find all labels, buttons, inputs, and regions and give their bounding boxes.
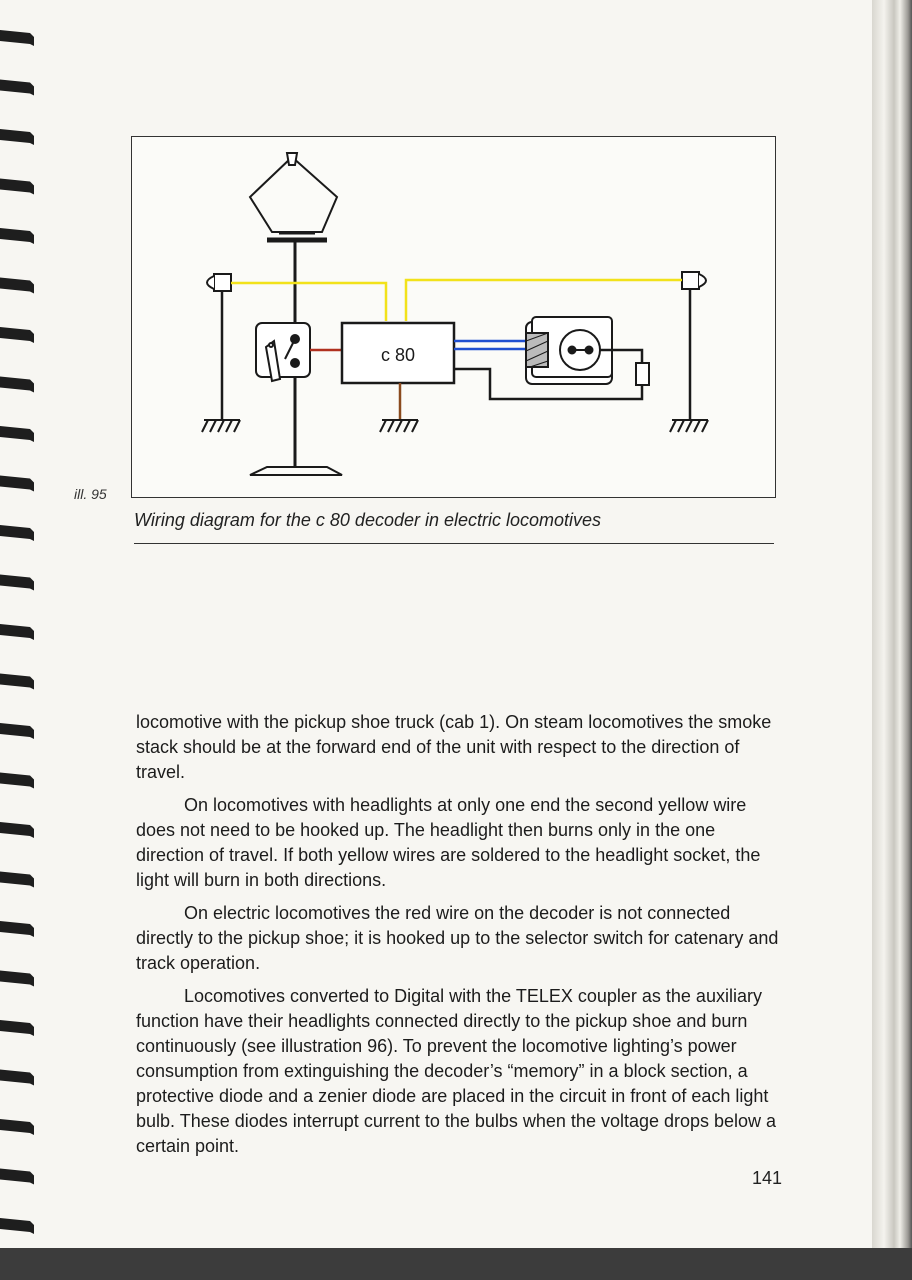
motor — [526, 317, 612, 384]
pantograph — [250, 153, 337, 240]
wiring-diagram-svg — [132, 137, 775, 497]
binding-ring — [0, 1169, 34, 1185]
binding-ring — [0, 723, 34, 739]
left-headlight — [207, 274, 231, 291]
binding-ring — [0, 872, 34, 888]
body-text — [136, 710, 786, 1167]
spiral-binding — [0, 0, 36, 1248]
yellow-wires — [231, 280, 682, 321]
right-headlight — [682, 272, 706, 289]
paragraph: locomotive with the pickup shoe truck (cab 1). On steam locomotives the smoke stack should be at the forward end of the unit with respect to the direction of travel. — [136, 712, 772, 782]
binding-ring — [0, 129, 34, 145]
binding-ring — [0, 624, 34, 640]
binding-ring — [0, 179, 34, 195]
ground-symbols — [202, 420, 708, 432]
binding-ring — [0, 327, 34, 343]
binding-ring — [0, 971, 34, 987]
binding-ring — [0, 1070, 34, 1086]
paragraph: On locomotives with headlights at only one end the second yellow wire does not need to be hooked up. The headlight then burns only in the one direction of travel. If both yellow wires are soldered to the headlight socket, the light will burn in both directions. — [136, 795, 761, 890]
wiring-diagram — [131, 136, 776, 498]
selector-switch — [256, 323, 310, 381]
binding-ring — [0, 674, 34, 690]
binding-ring — [0, 921, 34, 937]
blue-wires — [454, 341, 526, 349]
binding-ring — [0, 278, 34, 294]
page-number: 141 — [752, 1168, 783, 1188]
binding-ring — [0, 426, 34, 442]
binding-ring — [0, 525, 34, 541]
paragraph: Locomotives converted to Digital with the TELEX coupler as the auxiliary function have their headlights connected directly to the pickup shoe and burn continuously (see illustration 96). To prevent the locomotive lighting’s power consumption from extinguishing the decoder’s “memory” in a block section, a protective diode and a zenier diode are placed in the circuit in front of each light bulb. These diodes interrupt current to the bulbs when the voltage drops below a certain point. — [136, 986, 777, 1156]
caption-rule — [134, 543, 774, 544]
page-shadow-bottom — [0, 1248, 912, 1280]
binding-ring — [0, 1218, 34, 1234]
binding-ring — [0, 1119, 34, 1135]
binding-ring — [0, 773, 34, 789]
resistor — [636, 363, 649, 385]
figure-caption: Wiring diagram for the c 80 decoder in electric locomotives — [134, 510, 602, 530]
binding-ring — [0, 822, 34, 838]
binding-ring — [0, 30, 34, 46]
binding-ring — [0, 1020, 34, 1036]
binding-ring — [0, 476, 34, 492]
binding-ring — [0, 228, 34, 244]
binding-ring — [0, 377, 34, 393]
pickup-shoe — [250, 467, 342, 475]
binding-ring — [0, 80, 34, 96]
decoder-box — [342, 323, 454, 383]
decoder-label: c 80 — [380, 345, 416, 365]
page-edges — [872, 0, 912, 1280]
binding-ring — [0, 575, 34, 591]
paragraph: On electric locomotives the red wire on the decoder is not connected directly to the pickup shoe; it is hooked up to the selector switch for catenary and track operation. — [136, 903, 779, 973]
figure-label: ill. 95 — [74, 486, 107, 502]
